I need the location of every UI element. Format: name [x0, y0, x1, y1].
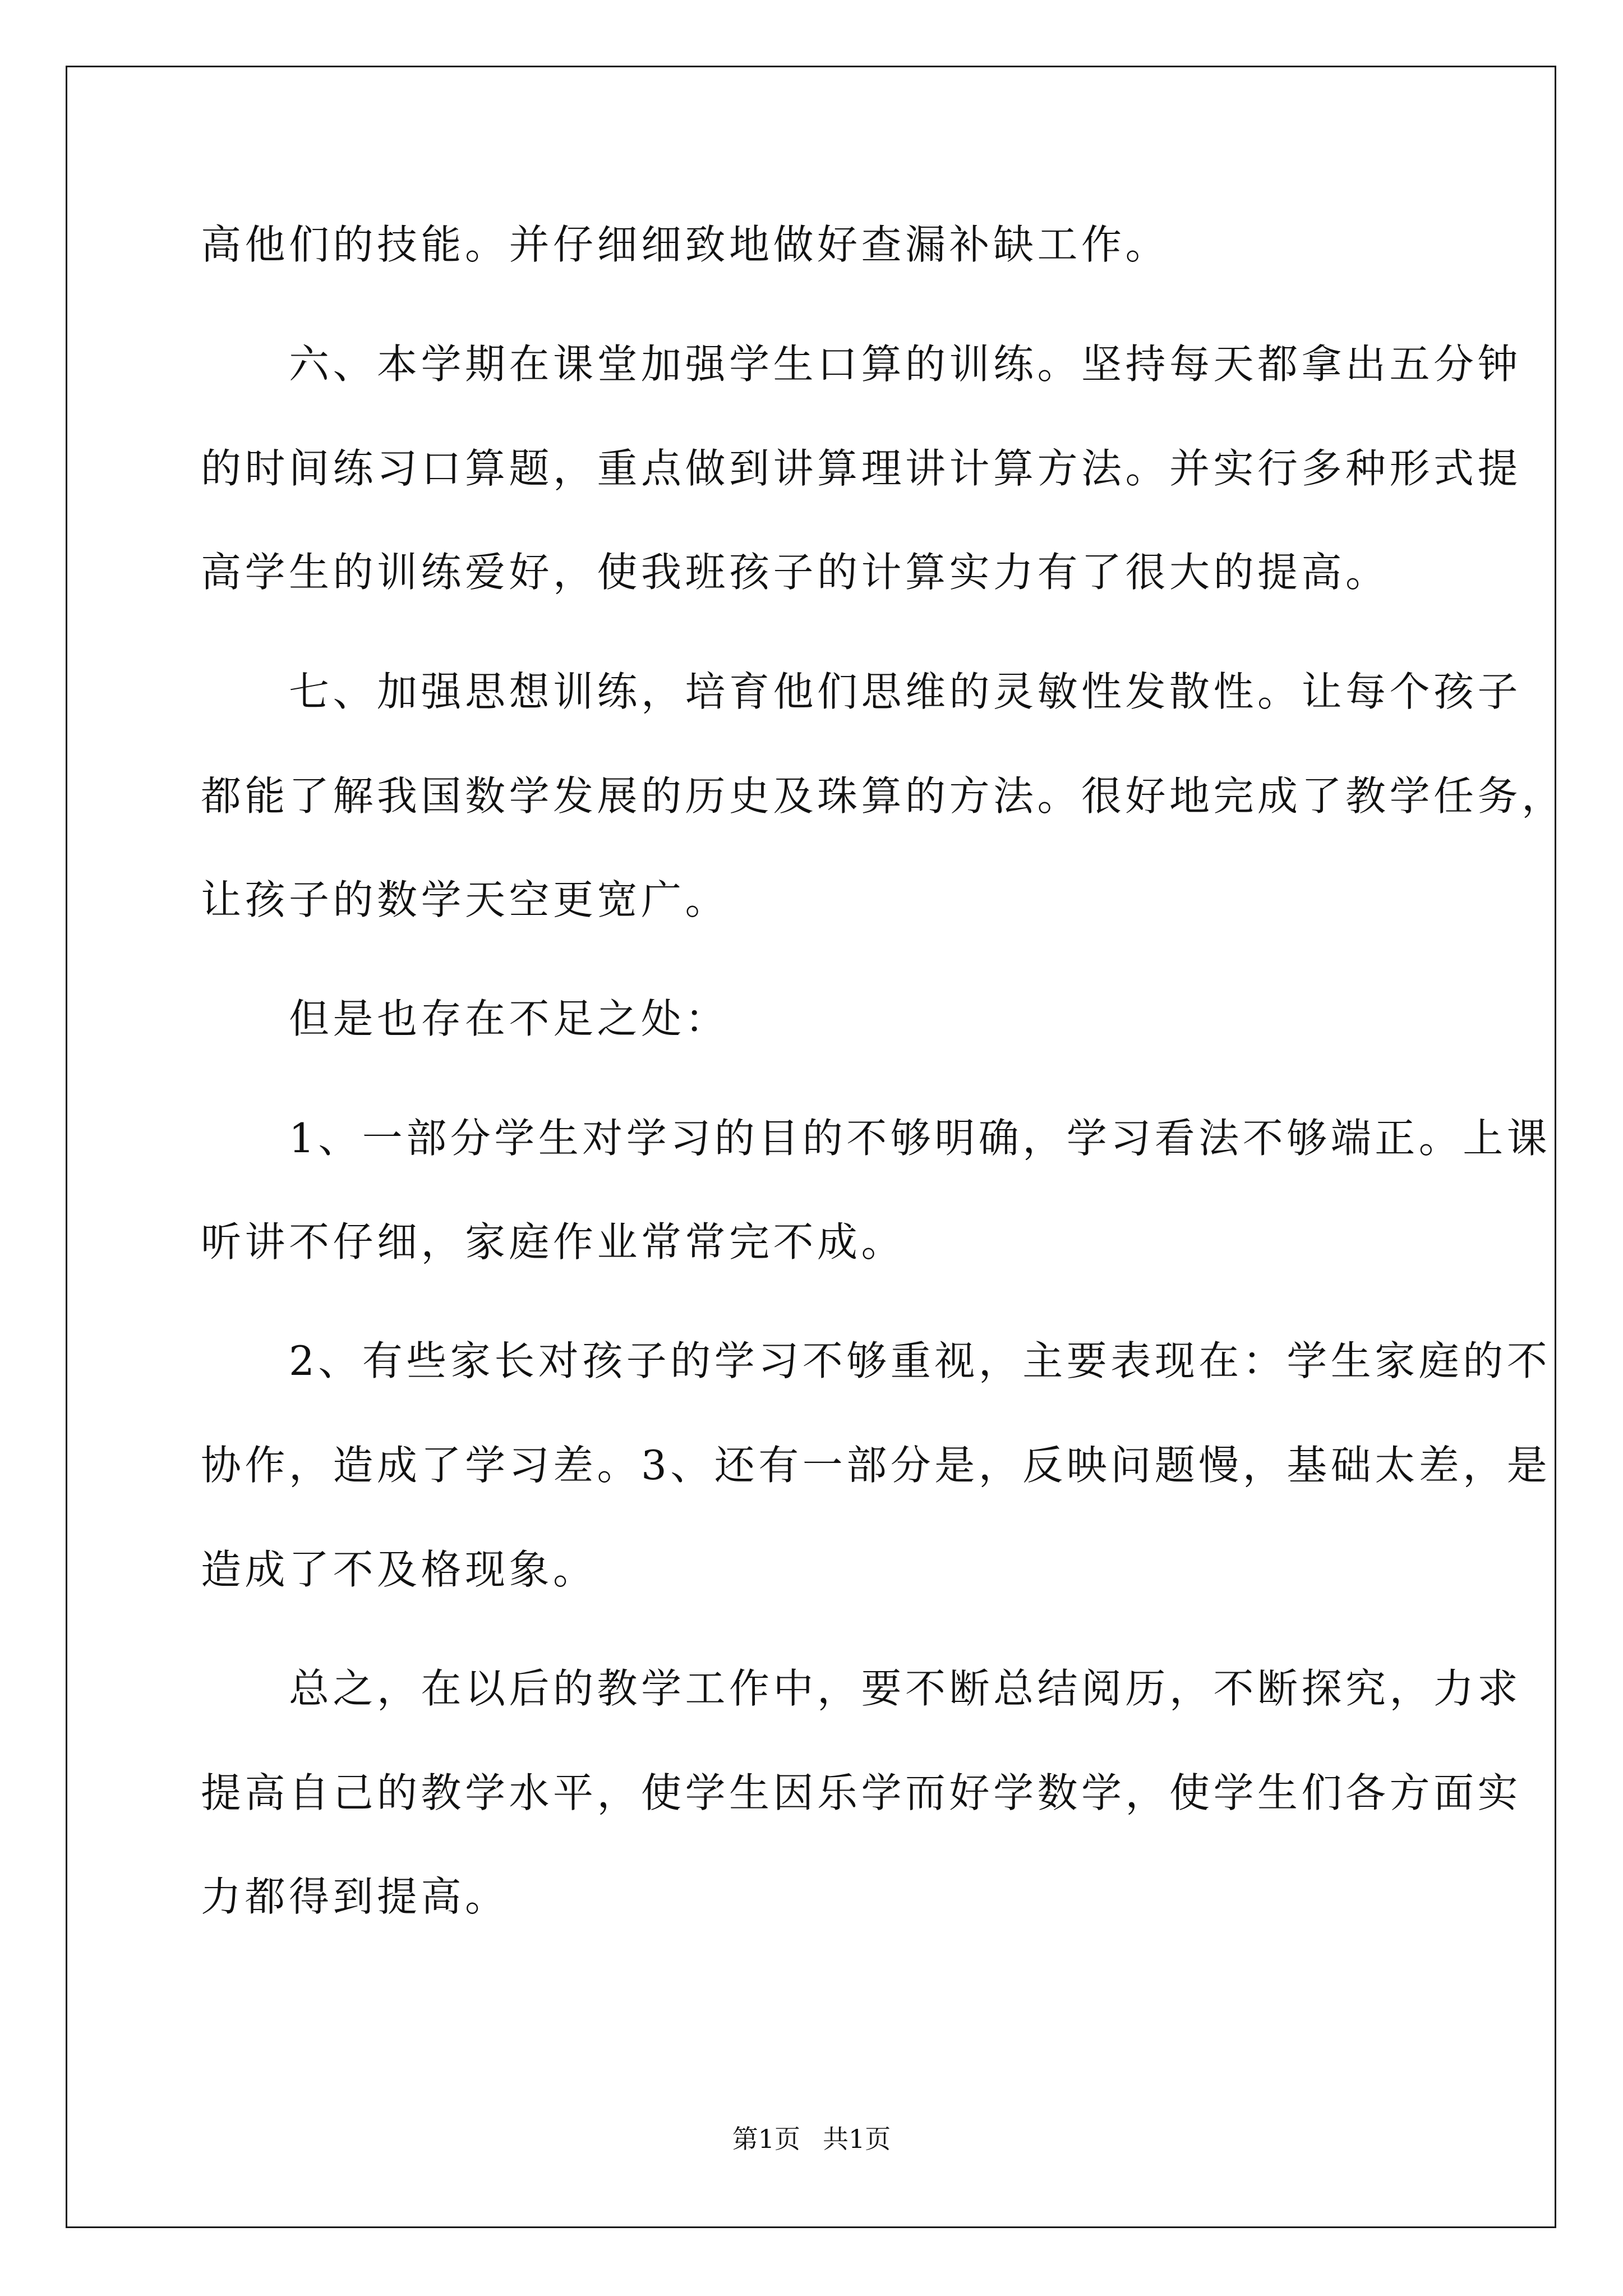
text-line: 造成了不及格现象。: [201, 1546, 597, 1593]
text-line: 都能了解我国数学发展的历史及珠算的方法。很好地完成了教学任务，: [201, 772, 1566, 820]
page-footer: [0, 2122, 1623, 2156]
text-line: 但是也存在不足之处：: [201, 995, 730, 1042]
text-line: 总之，在以后的教学工作中，要不断总结阅历，不断探究，力求: [201, 1665, 1522, 1712]
page-number-total: 共1页: [823, 2124, 891, 2154]
text-line: 的时间练习口算题，重点做到讲算理讲计算方法。并实行多种形式提: [201, 445, 1522, 492]
page-number-current: 第1页: [732, 2124, 800, 2154]
text-line: 听讲不仔细，家庭作业常常完不成。: [201, 1218, 906, 1266]
text-line: 力都得到提高。: [201, 1873, 509, 1920]
text-line: 2、有些家长对孩子的学习不够重视，主要表现在：学生家庭的不: [201, 1337, 1551, 1384]
text-line: 高他们的技能。并仔细细致地做好查漏补缺工作。: [201, 221, 1170, 268]
text-line: 六、本学期在课堂加强学生口算的训练。坚持每天都拿出五分钟: [201, 341, 1522, 388]
text-line: 七、加强思想训练，培育他们思维的灵敏性发散性。让每个孩子: [201, 668, 1522, 715]
text-line: 1、一部分学生对学习的目的不够明确，学习看法不够端正。上课: [201, 1115, 1551, 1162]
text-line: 提高自己的教学水平，使学生因乐学而好学数学，使学生们各方面实: [201, 1769, 1522, 1816]
text-line: 让孩子的数学天空更宽广。: [201, 876, 730, 923]
text-line: 高学生的训练爱好，使我班孩子的计算实力有了很大的提高。: [201, 549, 1390, 596]
text-line: 协作，造成了学习差。3、还有一部分是，反映问题慢，基础太差，是: [201, 1442, 1551, 1489]
